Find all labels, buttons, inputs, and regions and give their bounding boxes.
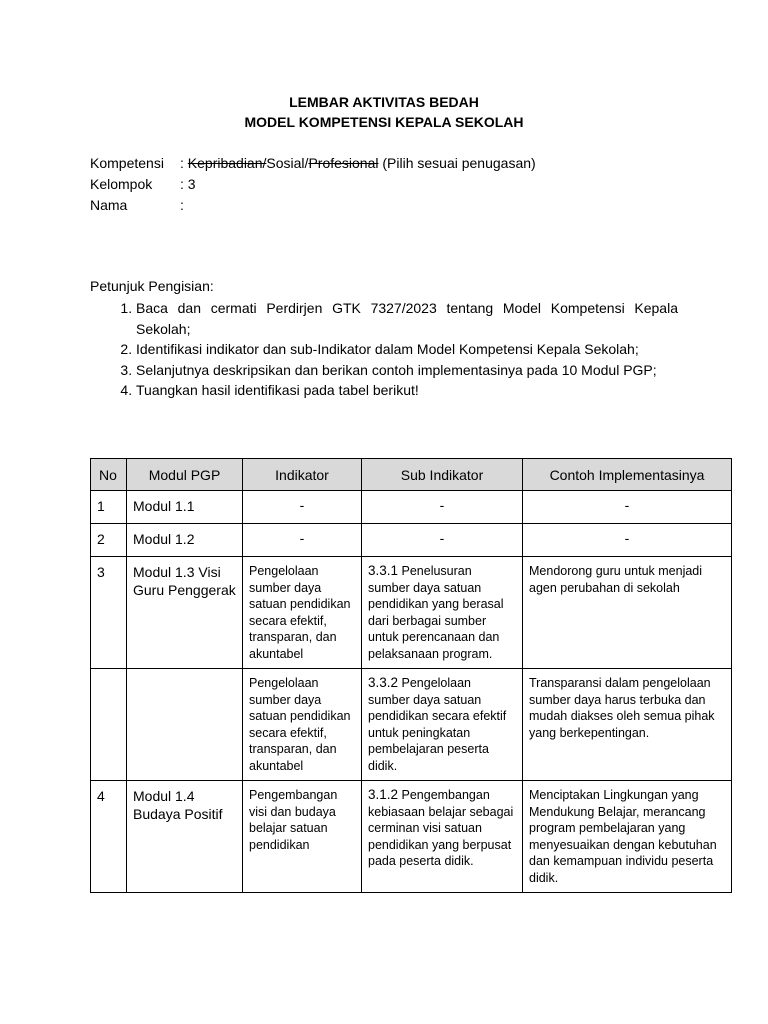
- instructions-list: [90, 298, 678, 401]
- table-header-row: [91, 459, 732, 491]
- page-title: LEMBAR AKTIVITAS BEDAH: [289, 94, 479, 110]
- cell-indikator: -: [243, 491, 362, 524]
- kompetensi-field: [90, 155, 536, 171]
- header-sub-indikator: Sub Indikator: [362, 459, 523, 491]
- cell-no: [91, 669, 127, 781]
- kompetensi-option-sosial: Sosial/: [266, 155, 309, 171]
- header-no: No: [91, 459, 127, 491]
- cell-sub-indikator: -: [362, 524, 523, 557]
- cell-modul: Modul 1.4 Budaya Positif: [127, 781, 243, 893]
- cell-contoh: Transparansi dalam pengelolaan sumber daya harus terbuka dan mudah diakses oleh semua pihak yang berkepentingan.: [523, 669, 732, 781]
- kelompok-value: : 3: [180, 176, 196, 192]
- table-row: [91, 524, 732, 557]
- kelompok-field: [90, 176, 196, 192]
- header-contoh: Contoh Implementasinya: [523, 459, 732, 491]
- cell-indikator: Pengelolaan sumber daya satuan pendidikan secara efektif, transparan, dan akuntabel: [243, 557, 362, 669]
- cell-contoh: Menciptakan Lingkungan yang Mendukung Belajar, merancang program pembelajaran yang menyesuaikan dengan kebutuhan dan kemampuan individu peserta didik.: [523, 781, 732, 893]
- instructions-heading: Petunjuk Pengisian:: [90, 278, 214, 294]
- table-row: [91, 557, 732, 669]
- sub-indikator-text: Penelusuran sumber daya satuan pendidikan yang berasal dari berbagai sumber untuk perencanaan dan pelaksanaan program.: [368, 564, 504, 661]
- sub-indikator-text: Pengembangan kebiasaan belajar sebagai cerminan visi satuan pendidikan yang berpusat pada peserta didik.: [368, 788, 514, 868]
- kelompok-label: Kelompok: [90, 176, 153, 192]
- kompetensi-option-profesional: Profesional: [308, 155, 379, 171]
- nama-label: Nama: [90, 197, 128, 213]
- cell-indikator: Pengembangan visi dan budaya belajar satuan pendidikan: [243, 781, 362, 893]
- cell-modul: [127, 669, 243, 781]
- cell-modul: Modul 1.3 Visi Guru Penggerak: [127, 557, 243, 669]
- table-row: [91, 781, 732, 893]
- instruction-step: 2. Identifikasi indikator dan sub-Indikator dalam Model Kompetensi Kepala Sekolah;: [136, 339, 678, 360]
- cell-indikator: -: [243, 524, 362, 557]
- cell-no: 3: [91, 557, 127, 669]
- header-modul: Modul PGP: [127, 459, 243, 491]
- kompetensi-note: (Pilih sesuai penugasan): [378, 155, 536, 171]
- sub-indikator-text: Pengelolaan sumber daya satuan pendidikan secara efektif untuk peningkatan pembelajaran peserta didik.: [368, 676, 507, 773]
- cell-sub-indikator: [362, 557, 523, 669]
- cell-contoh: -: [523, 524, 732, 557]
- cell-no: 2: [91, 524, 127, 557]
- sub-indikator-number: 3.3.1: [368, 563, 399, 578]
- nama-field: [90, 197, 184, 213]
- cell-sub-indikator: -: [362, 491, 523, 524]
- kompetensi-colon: :: [180, 155, 188, 171]
- nama-value: :: [180, 197, 184, 213]
- sub-indikator-number: 3.1.2: [368, 787, 399, 802]
- cell-modul: Modul 1.2: [127, 524, 243, 557]
- cell-sub-indikator: [362, 781, 523, 893]
- cell-contoh: Mendorong guru untuk menjadi agen perubahan di sekolah: [523, 557, 732, 669]
- kompetensi-option-kepribadian: Kepribadian/: [187, 155, 267, 171]
- competency-table: [90, 458, 732, 893]
- table-row: [91, 669, 732, 781]
- table-row: [91, 491, 732, 524]
- instruction-step: 4. Tuangkan hasil identifikasi pada tabel berikut!: [136, 380, 678, 401]
- page-subtitle: MODEL KOMPETENSI KEPALA SEKOLAH: [244, 114, 524, 130]
- cell-no: 4: [91, 781, 127, 893]
- instruction-step: 3. Selanjutnya deskripsikan dan berikan contoh implementasinya pada 10 Modul PGP;: [136, 360, 678, 381]
- kompetensi-label: Kompetensi: [90, 155, 164, 171]
- sub-indikator-number: 3.3.2: [368, 675, 399, 690]
- cell-sub-indikator: [362, 669, 523, 781]
- cell-indikator: Pengelolaan sumber daya satuan pendidikan secara efektif, transparan, dan akuntabel: [243, 669, 362, 781]
- instruction-step: 1. Baca dan cermati Perdirjen GTK 7327/2023 tentang Model Kompetensi Kepala Sekolah;: [136, 298, 678, 339]
- cell-contoh: -: [523, 491, 732, 524]
- header-indikator: Indikator: [243, 459, 362, 491]
- cell-modul: Modul 1.1: [127, 491, 243, 524]
- cell-no: 1: [91, 491, 127, 524]
